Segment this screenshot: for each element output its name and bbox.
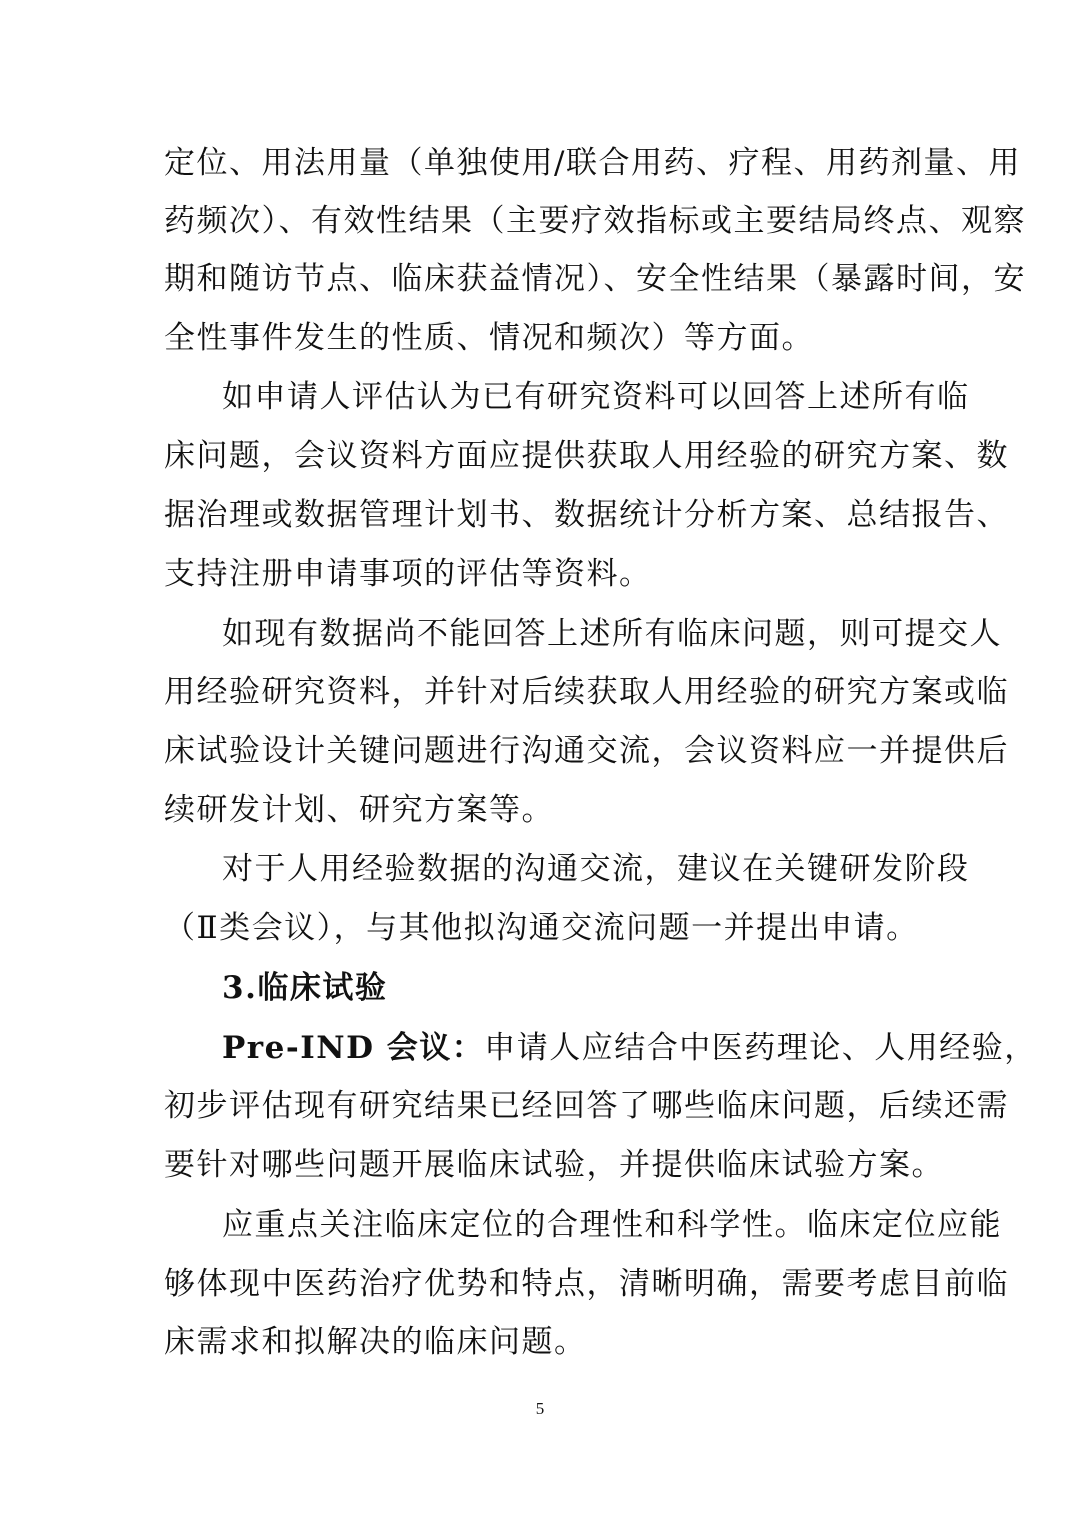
paragraph-6-line-3: 床需求和拟解决的临床问题。	[164, 1324, 587, 1360]
paragraph-5-line-3: 要针对哪些问题开展临床试验，并提供临床试验方案。	[164, 1147, 944, 1183]
paragraph-3-line-4: 续研发计划、研究方案等。	[164, 792, 554, 828]
paragraph-2-line-2: 床问题，会议资料方面应提供获取人用经验的研究方案、数	[164, 438, 1009, 474]
paragraph-3-line-3: 床试验设计关键问题进行沟通交流，会议资料应一并提供后	[164, 733, 1009, 769]
paragraph-5-line-1-rest: 申请人应结合中医药理论、人用经验，	[484, 1030, 1037, 1066]
paragraph-3-line-2: 用经验研究资料，并针对后续获取人用经验的研究方案或临	[164, 674, 1009, 710]
section-heading: 3.临床试验	[222, 970, 388, 1006]
paragraph-2-line-3: 据治理或数据管理计划书、数据统计分析方案、总结报告、	[164, 497, 1009, 533]
paragraph-2-line-1: 如申请人评估认为已有研究资料可以回答上述所有临	[222, 379, 970, 415]
paragraph-1-line-3: 期和随访节点、临床获益情况）、安全性结果（暴露时间，安	[164, 261, 1026, 297]
page-number: 5	[535, 1399, 545, 1418]
paragraph-4-line-2: （Ⅱ类会议），与其他拟沟通交流问题一并提出申请。	[164, 910, 919, 946]
paragraph-5-line-2: 初步评估现有研究结果已经回答了哪些临床问题，后续还需	[164, 1088, 1009, 1124]
paragraph-3-line-1: 如现有数据尚不能回答上述所有临床问题，则可提交人	[222, 616, 1002, 652]
paragraph-6-line-1: 应重点关注临床定位的合理性和科学性。临床定位应能	[222, 1207, 1002, 1243]
paragraph-1-line-1: 定位、用法用量（单独使用/联合用药、疗程、用药剂量、用	[164, 145, 1021, 181]
paragraph-5-line-1	[222, 1028, 1037, 1068]
paragraph-6-line-2: 够体现中医药治疗优势和特点，清晰明确，需要考虑目前临	[164, 1266, 1009, 1302]
paragraph-1-line-2: 药频次）、有效性结果（主要疗效指标或主要结局终点、观察	[164, 203, 1026, 239]
paragraph-4-line-1: 对于人用经验数据的沟通交流，建议在关键研发阶段	[222, 851, 970, 887]
paragraph-1-line-4: 全性事件发生的性质、情况和频次）等方面。	[164, 320, 814, 356]
pre-ind-lead: Pre-IND 会议：	[222, 1030, 485, 1066]
paragraph-2-line-4: 支持注册申请事项的评估等资料。	[164, 556, 652, 592]
